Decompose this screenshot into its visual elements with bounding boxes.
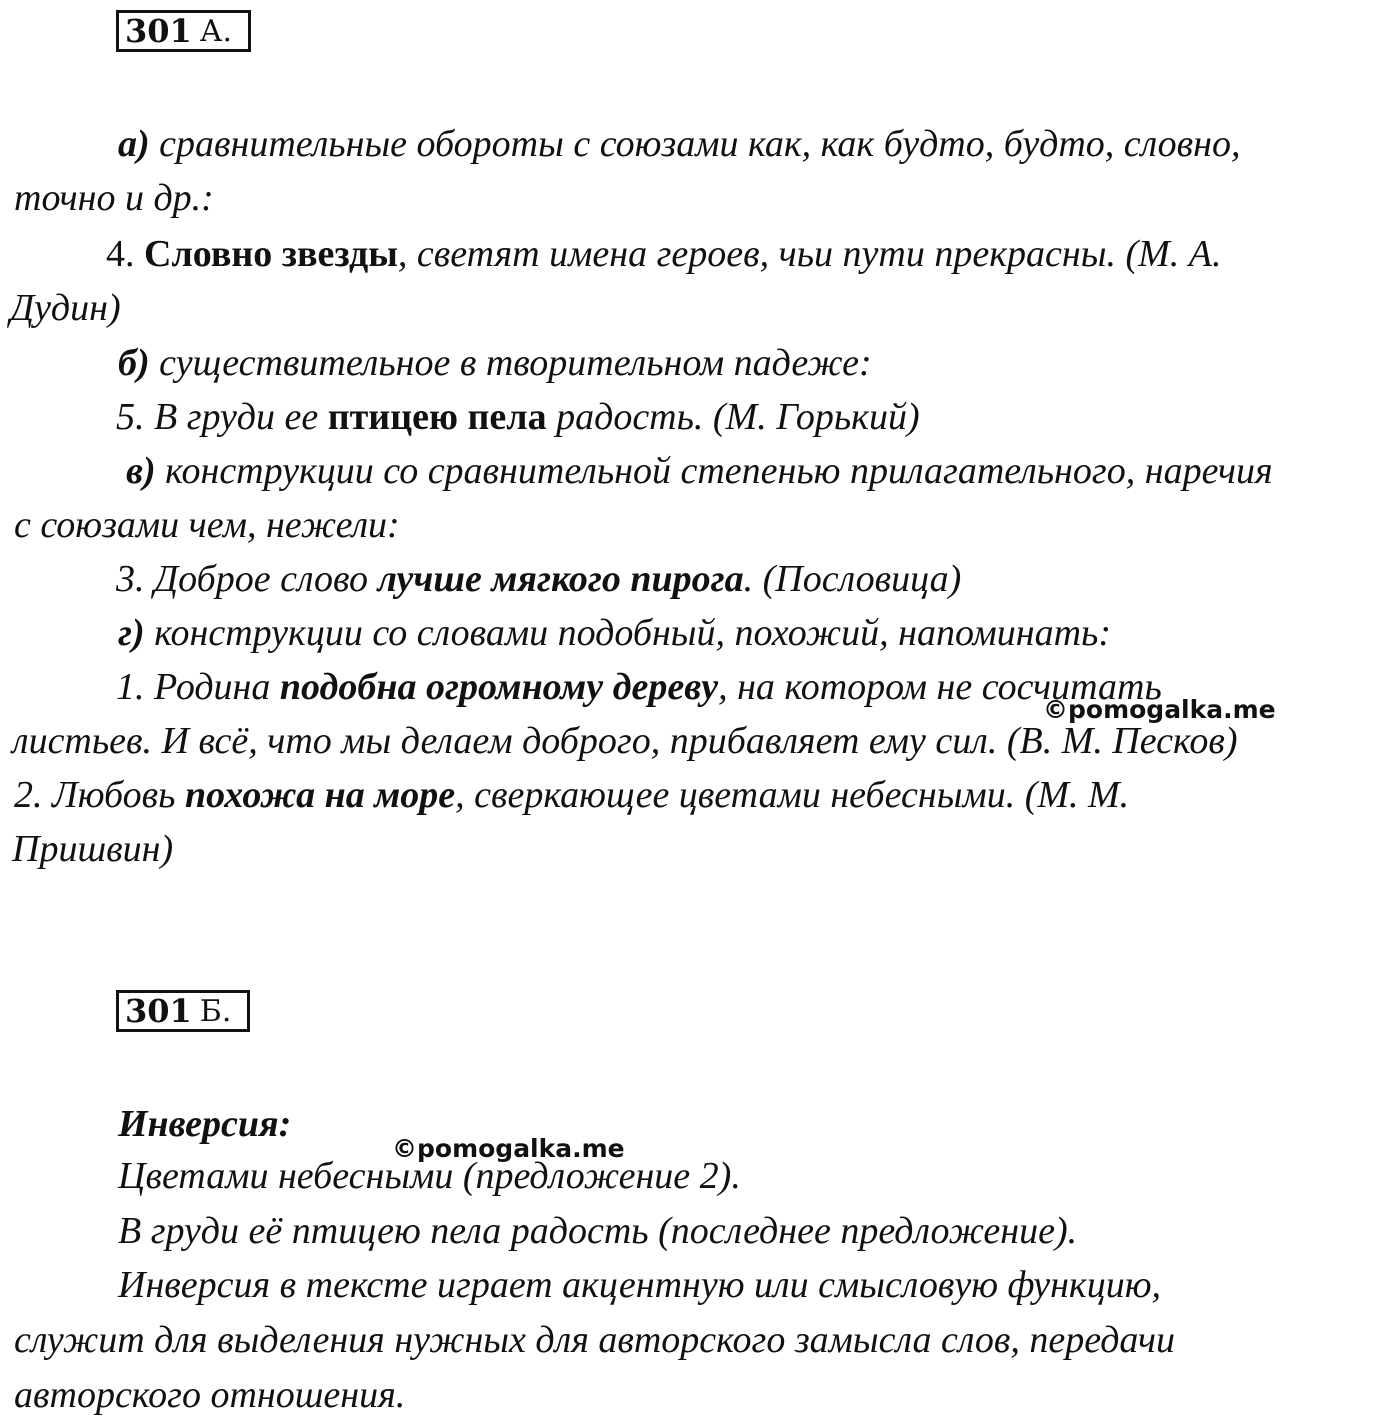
example-text: , сверкающее цветами небесными. (М. М. — [455, 774, 1130, 816]
item-text: конструкции со сравнительной степенью прилагательного, наречия — [155, 450, 1273, 492]
example-5 — [116, 398, 920, 436]
clause-a-cont: точно и др.: — [14, 177, 214, 219]
example-text: . (Пословица) — [743, 558, 962, 600]
item-label: б) — [118, 342, 150, 384]
example-4-cont: Дудин) — [10, 287, 121, 329]
exercise-suffix: А. — [199, 13, 233, 49]
item-text: сравнительные обороты с союзами как, как будто, будто, словно, — [149, 123, 1241, 165]
item-text: конструкции со словами подобный, похожий, напоминать: — [144, 612, 1111, 654]
clause-v — [126, 452, 1273, 490]
example-text: радость. (М. Горький) — [546, 396, 920, 438]
example-2 — [14, 776, 1129, 814]
example-text: 3. Доброе слово — [116, 558, 378, 600]
example-text: 2. Любовь — [14, 774, 185, 816]
inversion-heading: Инверсия: — [118, 1103, 292, 1145]
watermark: ©pomogalka.me — [392, 1134, 625, 1163]
exercise-suffix: Б. — [199, 993, 232, 1029]
inversion-line-1: Цветами небесными (предложение 2). — [118, 1155, 741, 1197]
inversion-line-5: авторского отношения. — [14, 1374, 406, 1416]
inversion-line-3: Инверсия в тексте играет акцентную или смысловую функцию, — [118, 1264, 1161, 1306]
highlighted-phrase: птицею пела — [327, 396, 547, 438]
clause-v-cont: с союзами чем, нежели: — [14, 504, 400, 546]
example-4 — [106, 235, 1221, 273]
exercise-number-box-b — [116, 990, 250, 1032]
item-label: а) — [118, 123, 150, 165]
item-label: в) — [126, 450, 156, 492]
exercise-number: 301 — [125, 992, 192, 1030]
clause-a — [118, 125, 1241, 163]
example-3 — [116, 560, 961, 598]
inversion-line-2: В груди её птицею пела радость (последнее предложение). — [118, 1210, 1078, 1252]
example-text: 1. Родина — [116, 666, 280, 708]
example-1 — [116, 668, 1162, 706]
example-text: 5. В груди ее — [116, 396, 328, 438]
highlighted-phrase: подобна огромному дереву — [279, 666, 719, 708]
highlighted-phrase: похожа на море — [184, 774, 456, 816]
example-text: , на котором не сосчитать — [718, 666, 1162, 708]
example-2-cont: Пришвин) — [12, 828, 174, 870]
clause-b — [118, 344, 872, 382]
example-1-cont: листьев. И всё, что мы делаем доброго, прибавляет ему сил. (В. М. Песков) — [12, 720, 1238, 762]
item-text: существительное в творительном падеже: — [149, 342, 872, 384]
inversion-line-4: служит для выделения нужных для авторского замысла слов, передачи — [14, 1319, 1176, 1361]
example-number: 4. — [106, 233, 144, 275]
exercise-number: 301 — [125, 12, 192, 50]
watermark: ©pomogalka.me — [1043, 695, 1276, 724]
highlighted-phrase: лучше мягкого пирога — [377, 558, 744, 600]
highlighted-phrase: Словно звезды — [144, 233, 398, 275]
item-label: г) — [118, 612, 145, 654]
exercise-number-box-a — [116, 10, 251, 52]
example-text: , светят имена героев, чьи пути прекрасны. (М. А. — [397, 233, 1222, 275]
clause-g — [118, 614, 1111, 652]
